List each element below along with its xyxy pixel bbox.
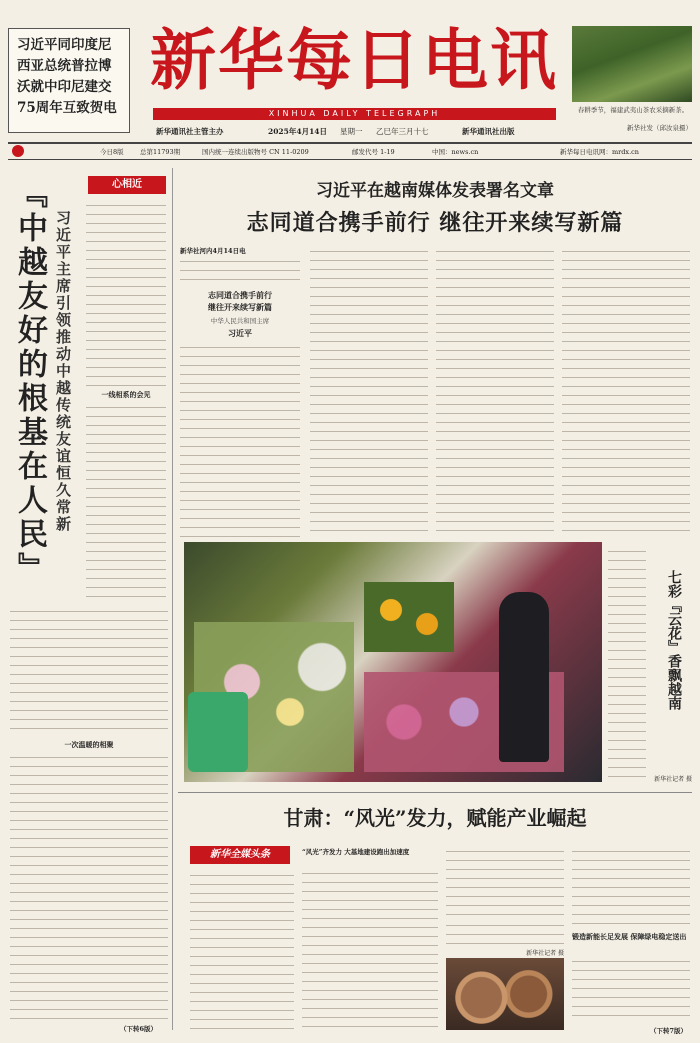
photo-person xyxy=(499,592,549,762)
lead-inner-title2: 继往开来续写新篇 xyxy=(208,302,272,312)
left-body-mid xyxy=(86,402,166,600)
left-vertical-subhead: 习近平主席引领推动中越传统友谊恒久常新 xyxy=(54,210,72,533)
bottom-col3-top xyxy=(446,846,564,916)
lead-body-col2 xyxy=(310,246,428,538)
bottom-col2 xyxy=(302,868,438,1030)
bottom-col4 xyxy=(572,956,690,1022)
bottom-badge: 新华全媒头条 xyxy=(190,846,290,864)
flower-market-photo[interactable] xyxy=(184,542,602,782)
dateline-date: 2025年4月14日 xyxy=(268,127,328,136)
lead-body-col3 xyxy=(436,246,554,538)
masthead-english: XINHUA DAILY TELEGRAPH xyxy=(153,108,556,120)
photo-green-bag xyxy=(188,692,248,772)
left-continued: （下转6版） xyxy=(120,1025,158,1033)
bottom-col4-top xyxy=(572,846,690,928)
bottom-headline[interactable]: 甘肃：“风光”发力，赋能产业崛起 xyxy=(283,806,587,830)
lead-kicker[interactable]: 习近平在越南媒体发表署名文章 xyxy=(316,181,554,201)
left-badge: 心相近 xyxy=(88,176,166,194)
left-vertical-headline[interactable]: 『中越友好的根基在人民』 xyxy=(12,178,47,586)
lead-dateline: 新华社河内4月14日电 xyxy=(180,247,246,255)
lead-inner-title1: 志同道合携手前行 xyxy=(208,290,272,300)
lead-bottom-rule xyxy=(178,792,692,793)
masthead-left-headline[interactable]: 习近平同印度尼西亚总统普拉博沃就中印尼建交75周年互致贺电 xyxy=(17,37,117,116)
info-web2[interactable]: 新华每日电讯网：mrdx.cn xyxy=(560,148,639,156)
info-issue: 总第11793期 xyxy=(140,148,181,156)
lead-body-col1 xyxy=(180,342,300,538)
left-body-bottom xyxy=(10,752,168,1022)
left-divider xyxy=(172,168,173,1030)
info-postal: 邮发代号 1-19 xyxy=(352,148,395,156)
lead-headline[interactable]: 志同道合携手前行 继往开来续写新篇 xyxy=(246,210,624,236)
photo-sunflowers xyxy=(364,582,454,652)
bottom-right-section: 锻造新能长足发展 保障绿电稳定送出 xyxy=(572,932,687,941)
info-edition: 今日8版 xyxy=(100,148,124,156)
lead-inner-sub: 中华人民共和国主席 xyxy=(210,317,270,325)
photo-credit: 新华社记者 摄 xyxy=(654,776,692,783)
photo-caption-text xyxy=(608,546,646,778)
bottom-col2-kicker: “风光”齐发力 大基地建设跑出加速度 xyxy=(302,848,410,856)
info-web[interactable]: 中国：news.cn xyxy=(432,148,479,156)
info-cn: 国内统一连续出版物号 CN 11-0209 xyxy=(202,148,309,156)
lead-author: 习近平 xyxy=(228,328,252,338)
bottom-photo[interactable] xyxy=(446,958,564,1030)
masthead-photo-caption: 春耕季节，福建武夷山茶农采摘新茶。 xyxy=(577,106,689,114)
xinhua-logo-icon xyxy=(12,145,24,157)
left-body-lower xyxy=(10,606,168,734)
lead-body-col1-top xyxy=(180,256,300,284)
lead-body-col4 xyxy=(562,246,690,538)
masthead-left-box[interactable] xyxy=(8,28,130,133)
dateline-lunar: 乙巳年三月十七 xyxy=(376,127,429,136)
bottom-caption-credit: 新华社记者 摄 xyxy=(526,950,564,957)
masthead-photo xyxy=(572,26,692,102)
bottom-col1 xyxy=(190,870,294,1030)
photo-story-title[interactable]: 七彩『云花』香飘越南 xyxy=(666,570,682,710)
masthead-title: 新华每日电讯 xyxy=(150,21,558,99)
masthead-photo-credit: 新华社发（邱汝泉摄） xyxy=(627,124,692,132)
left-body-top xyxy=(86,200,166,388)
bottom-continued: （下转7版） xyxy=(650,1027,688,1035)
dateline-sponsor: 新华通讯社主管主办 xyxy=(156,127,224,136)
bottom-col3-caption xyxy=(446,920,564,946)
left-section1: 一线相系的会见 xyxy=(101,390,151,399)
left-section2: 一次温暖的相聚 xyxy=(64,740,114,749)
dateline-publisher: 新华通讯社出版 xyxy=(462,127,515,136)
dateline-weekday: 星期一 xyxy=(340,127,363,136)
